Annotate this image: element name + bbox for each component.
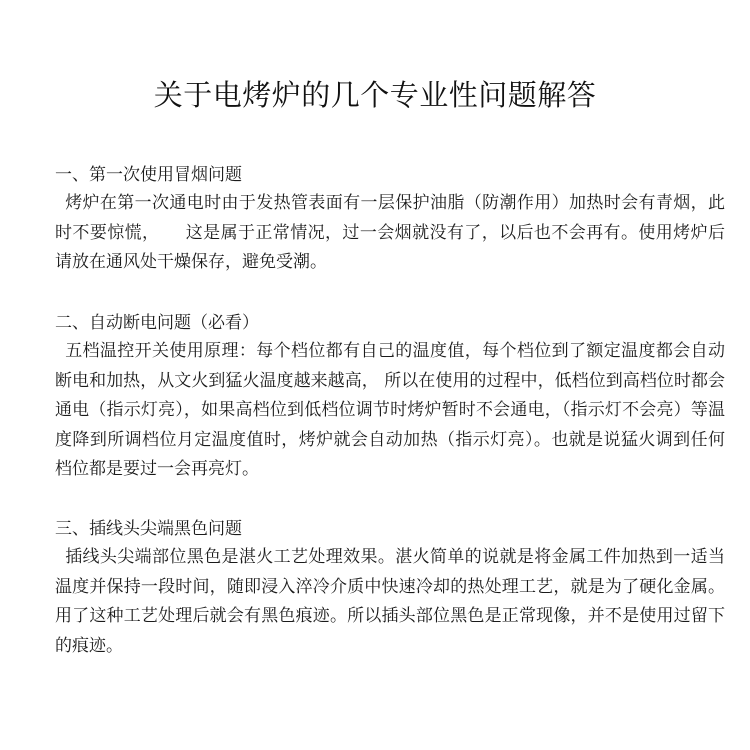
section-body: 插线头尖端部位黑色是湛火工艺处理效果。湛火简单的说就是将金属工件加热到一适当温度并保持一段时间，随即浸入淬冷介质中快速冷却的热处理工艺，就是为了硬化金属。用了这种工艺处理后就会有黑色痕迹。所以插头部位黑色是正常现像，并不是使用过留下的痕迹。 — [55, 547, 725, 656]
section-heading: 三、插线头尖端黑色问题 — [55, 519, 242, 539]
page-title: 关于电烤炉的几个专业性问题解答 — [153, 78, 597, 113]
section-heading: 二、自动断电问题（必看） — [55, 313, 259, 333]
section-body: 五档温控开关使用原理：每个档位都有自己的温度值，每个档位到了额定温度都会自动断电和加热，从文火到猛火温度越来越高， 所以在使用的过程中，低档位到高档位时都会通电（指示灯亮），如果高档位到低档位调节时烤炉暂时不会通电，（指示灯不会亮）等温度降到所调档位月定温度值时，烤炉就会自动加热（指示灯亮）。也就是说猛火调到任何档位都是要过一会再亮灯。 — [55, 341, 725, 479]
section-heading: 一、第一次使用冒烟问题 — [55, 165, 242, 185]
section-body: 烤炉在第一次通电时由于发热管表面有一层保护油脂（防潮作用）加热时会有青烟，此时不要惊慌， 这是属于正常情况，过一会烟就没有了，以后也不会再有。使用烤炉后请放在通风处干燥保存，避免受潮。 — [55, 193, 725, 272]
section-auto-power-off — [55, 309, 725, 485]
section-first-use-smoke — [55, 161, 725, 278]
section-plug-tip-black — [55, 515, 725, 661]
